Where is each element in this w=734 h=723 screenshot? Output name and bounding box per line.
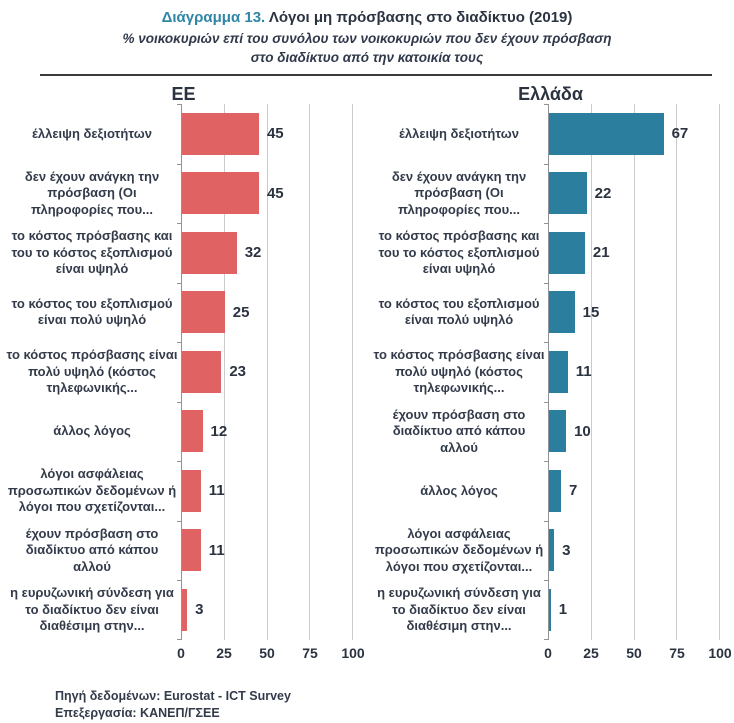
bar bbox=[182, 410, 203, 452]
report-header bbox=[0, 0, 734, 67]
y-axis-tick bbox=[544, 164, 549, 165]
bar bbox=[182, 470, 201, 512]
category-label: δεν έχουν ανάγκη την πρόσβαση (Οι πληροφορίες που... bbox=[391, 168, 527, 217]
y-axis-tick bbox=[177, 223, 182, 224]
bar-value: 11 bbox=[208, 541, 225, 559]
y-axis-tick bbox=[544, 580, 549, 581]
y-axis-tick bbox=[544, 342, 549, 343]
category-label: έχουν πρόσβαση στο διαδίκτυο από κάπου αλλού bbox=[25, 525, 159, 574]
bar bbox=[549, 291, 575, 333]
category-label: το κόστος πρόσβασης και του το κόστος εξοπλισμού είναι υψηλό bbox=[378, 228, 540, 276]
bar-value: 22 bbox=[594, 184, 612, 202]
x-tick-label: 100 bbox=[708, 644, 732, 661]
charts-container bbox=[0, 84, 734, 664]
bar bbox=[182, 291, 225, 333]
bar-value: 1 bbox=[558, 601, 568, 619]
bar-value: 11 bbox=[575, 363, 592, 381]
plot-area bbox=[548, 104, 734, 640]
category-label: έλλειψη δεξιοτήτων bbox=[32, 125, 152, 141]
category-label: άλλος λόγος bbox=[53, 423, 131, 438]
bar-value: 11 bbox=[208, 482, 225, 500]
subtitle-line-1: % νοικοκυριών επί του συνόλου των νοικοκυριών που δεν έχουν πρόσβαση bbox=[122, 31, 612, 46]
bar-row bbox=[182, 104, 353, 164]
chart-greece bbox=[367, 84, 734, 664]
category-label: η ευρυζωνική σύνδεση για το διαδίκτυο δεν είναι διαθέσιμη στην... bbox=[377, 585, 541, 633]
bar-row bbox=[549, 104, 720, 164]
chart-eu bbox=[0, 84, 367, 664]
bar-value: 23 bbox=[229, 363, 247, 381]
chart-grid bbox=[367, 104, 734, 664]
y-axis-tick bbox=[177, 342, 182, 343]
y-axis-tick bbox=[544, 104, 549, 105]
plot-scale bbox=[181, 104, 353, 640]
plot-scale bbox=[548, 104, 720, 640]
bar-row bbox=[182, 164, 353, 224]
category-label: έχουν πρόσβαση στο διαδίκτυο από κάπου αλλού bbox=[392, 406, 526, 455]
bar-row bbox=[549, 521, 720, 581]
processing-label: Επεξεργασία: ΚΑΝΕΠ/ΓΣΕΕ bbox=[55, 706, 220, 720]
bar bbox=[182, 589, 187, 631]
chart-title-text: Λόγοι μη πρόσβασης στο διαδίκτυο (2019) bbox=[268, 9, 573, 26]
bar-row bbox=[549, 461, 720, 521]
y-axis-tick bbox=[177, 461, 182, 462]
y-axis-tick bbox=[544, 223, 549, 224]
bar bbox=[182, 113, 259, 155]
x-tick-label: 75 bbox=[669, 644, 685, 661]
category-label: λόγοι ασφάλειας προσωπικών δεδομένων ή λόγοι που σχετίζονται... bbox=[374, 525, 544, 574]
chart-footer bbox=[0, 688, 734, 723]
x-axis bbox=[544, 640, 732, 664]
bar-value: 10 bbox=[574, 422, 591, 440]
bar-value: 3 bbox=[195, 601, 204, 619]
y-axis-tick bbox=[177, 104, 182, 105]
x-tick-label: 50 bbox=[626, 644, 642, 661]
bar-row bbox=[549, 342, 720, 402]
y-axis-tick bbox=[177, 402, 182, 403]
y-axis-tick bbox=[177, 521, 182, 522]
plot-area bbox=[181, 104, 367, 640]
bar-value: 32 bbox=[244, 244, 262, 262]
x-tick-label: 25 bbox=[583, 644, 599, 661]
bar-row bbox=[549, 223, 720, 283]
bar-row bbox=[182, 342, 353, 402]
chart-grid bbox=[0, 104, 367, 664]
y-axis-tick bbox=[544, 402, 549, 403]
bar-row bbox=[549, 283, 720, 343]
bar-row bbox=[182, 461, 353, 521]
category-label: το κόστος του εξοπλισμού είναι πολύ υψηλό bbox=[378, 295, 540, 328]
x-tick-label: 25 bbox=[216, 644, 232, 661]
category-label: έλλειψη δεξιοτήτων bbox=[399, 125, 519, 141]
bar-value: 21 bbox=[592, 244, 610, 262]
bar bbox=[549, 589, 551, 631]
category-label: το κόστος πρόσβασης και του το κόστος εξοπλισμού είναι υψηλό bbox=[11, 228, 173, 276]
bar bbox=[182, 172, 259, 214]
x-tick-label: 50 bbox=[259, 644, 275, 661]
y-axis-tick bbox=[544, 521, 549, 522]
header-divider bbox=[40, 74, 712, 76]
bar-row bbox=[182, 580, 353, 640]
x-tick-label: 75 bbox=[302, 644, 318, 661]
category-label: η ευρυζωνική σύνδεση για το διαδίκτυο δεν είναι διαθέσιμη στην... bbox=[10, 585, 174, 633]
y-axis-tick bbox=[544, 461, 549, 462]
bar bbox=[549, 172, 587, 214]
bar bbox=[549, 232, 585, 274]
bar-row bbox=[182, 402, 353, 462]
y-axis-tick bbox=[177, 283, 182, 284]
bar bbox=[549, 529, 554, 571]
category-label: λόγοι ασφάλειας προσωπικών δεδομένων ή λόγοι που σχετίζονται... bbox=[7, 466, 177, 514]
category-label: το κόστος του εξοπλισμού είναι πολύ υψηλό bbox=[11, 295, 173, 328]
bar bbox=[182, 351, 221, 393]
bar-row bbox=[182, 283, 353, 343]
category-label: δεν έχουν ανάγκη την πρόσβαση (Οι πληροφορίες που... bbox=[24, 168, 160, 217]
bar-value: 7 bbox=[568, 482, 578, 500]
category-label: άλλος λόγος bbox=[420, 482, 498, 498]
bar-row bbox=[182, 223, 353, 283]
bar-row bbox=[549, 164, 720, 224]
data-source-label: Πηγή δεδομένων: Eurostat - ICT Survey bbox=[55, 688, 291, 703]
bar-value: 45 bbox=[266, 125, 284, 143]
bar-value: 15 bbox=[582, 303, 600, 321]
x-tick-label: 0 bbox=[544, 644, 552, 661]
x-tick-label: 100 bbox=[341, 644, 365, 661]
bar bbox=[549, 470, 561, 512]
bar-value: 67 bbox=[671, 125, 689, 143]
bar bbox=[549, 113, 664, 155]
chart-subtitle bbox=[0, 29, 734, 67]
bar bbox=[549, 410, 566, 452]
subtitle-line-2: στο διαδίκτυο από την κατοικία τους bbox=[250, 50, 484, 65]
category-label: το κόστος πρόσβασης είναι πολύ υψηλό (κόστος τηλεφωνικής... bbox=[373, 347, 545, 395]
y-axis-tick bbox=[177, 164, 182, 165]
chart-panel-title: ΕΕ bbox=[171, 84, 196, 104]
bar-row bbox=[182, 521, 353, 581]
category-label: το κόστος πρόσβασης είναι πολύ υψηλό (κόστος τηλεφωνικής... bbox=[6, 347, 178, 395]
chart-number-label: Διάγραμμα 13. bbox=[161, 9, 266, 26]
chart-panel-title: Ελλάδα bbox=[518, 84, 583, 104]
bar-value: 3 bbox=[562, 541, 571, 559]
bar-value: 25 bbox=[232, 303, 250, 321]
y-axis-tick bbox=[177, 580, 182, 581]
page-title bbox=[0, 9, 734, 26]
bar bbox=[182, 232, 237, 274]
bar bbox=[549, 351, 568, 393]
x-tick-label: 0 bbox=[177, 644, 185, 661]
y-axis-tick bbox=[544, 283, 549, 284]
bar-row bbox=[549, 580, 720, 640]
bar bbox=[182, 529, 201, 571]
x-axis bbox=[177, 640, 365, 664]
bar-value: 45 bbox=[266, 184, 284, 202]
bar-value: 12 bbox=[210, 422, 228, 440]
bar-row bbox=[549, 402, 720, 462]
